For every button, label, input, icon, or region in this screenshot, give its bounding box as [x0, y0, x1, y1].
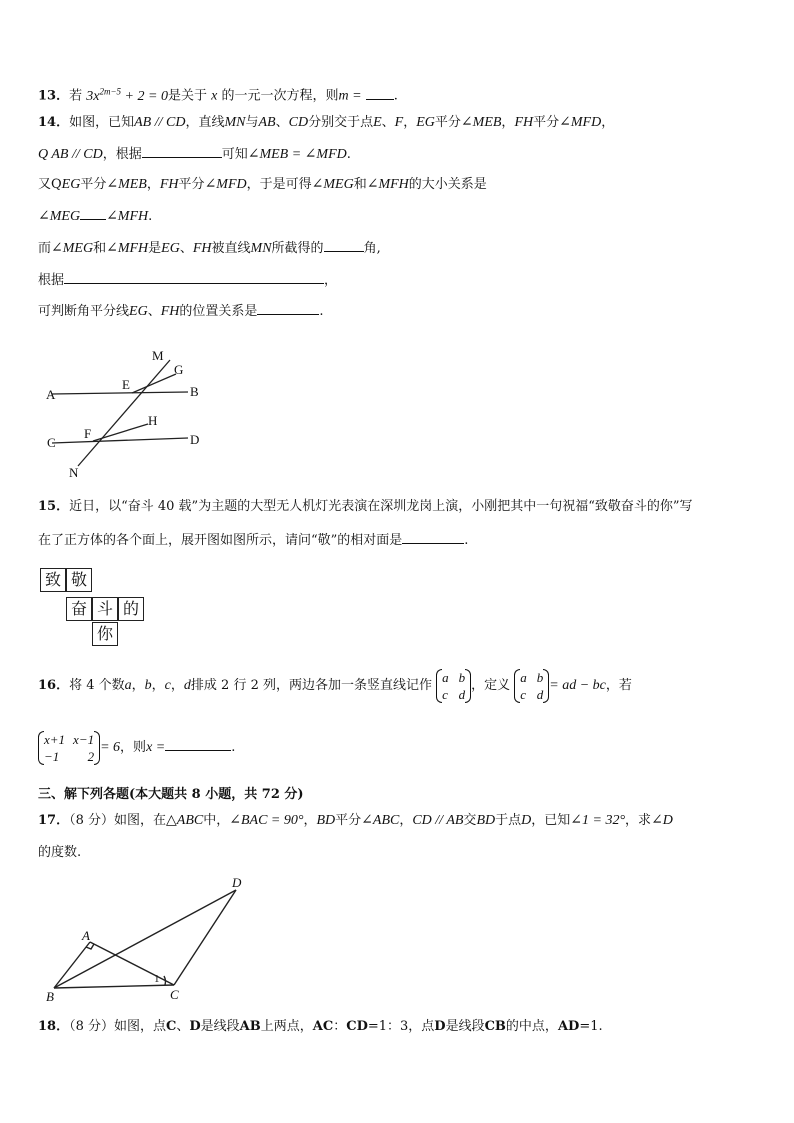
q16-answer-blank[interactable]: [165, 738, 231, 751]
label-h: H: [148, 413, 158, 428]
q14-blank-angle-type[interactable]: [324, 239, 364, 252]
q14-line-5: 而∠MEG和∠MFH是EG、FH被直线MN所截得的 角,: [38, 241, 381, 256]
label-e: E: [122, 377, 130, 392]
line-cd: [52, 438, 188, 443]
label-d: D: [190, 432, 200, 447]
segment-bc: [54, 985, 174, 988]
q17-figure: [40, 872, 260, 1006]
q13-answer-blank[interactable]: [366, 87, 394, 100]
label-d: D: [232, 875, 242, 890]
label-n: N: [69, 465, 79, 480]
ray-eg: [132, 374, 176, 393]
segment-ba: [54, 942, 90, 988]
determinant-abcd: a b c d: [436, 669, 471, 703]
q14-blank-reason-2[interactable]: [64, 271, 324, 284]
q14-blank-position[interactable]: [257, 302, 319, 315]
determinant-definition: a b c d: [514, 669, 549, 703]
label-a: A: [82, 928, 90, 943]
q14-figure: [38, 340, 218, 482]
q16-line-1: 16．将 4 个数a，b，c，d排成 2 行 2 列，两边各加一条竖直线记作 a b c d ，定义 a b c d = ad − bc，若: [38, 669, 632, 702]
q14-line-6: 根据 ，: [38, 273, 338, 288]
q13-line: 13．若 $3x^{2m-5} + 2 = 0$是关于 x 的一元一次方程，则m = .: [38, 86, 398, 104]
cube-face-6: 你: [92, 622, 118, 646]
label-c: C: [170, 987, 179, 1002]
q14-blank-reason-1[interactable]: [142, 145, 222, 158]
line-ab: [52, 392, 188, 394]
q14-blank-relation[interactable]: [80, 207, 106, 220]
label-g: G: [174, 362, 184, 377]
label-b: B: [190, 384, 199, 399]
cube-face-5: 的: [118, 597, 144, 621]
q14-line-4: ∠MEG ∠MFH.: [38, 209, 153, 224]
q13-expr: $3x^{2m-5} + 2 = 0$: [86, 86, 168, 104]
label-c: C: [47, 435, 56, 450]
q14-line-2: Q AB // CD，根据 可知∠MEB = ∠MFD.: [38, 147, 351, 162]
label-angle-1: 1: [154, 973, 160, 985]
segment-ac: [90, 942, 174, 985]
q14-line-1: 14．如图，已知AB // CD，直线MN与AB、CD分别交于点E、F，EG平分∠MEB，FH平分∠MFD，: [38, 115, 615, 130]
q15-answer-blank[interactable]: [402, 531, 464, 544]
q16-line-2: x+1 x−1 −1 2 = 6，则x = .: [38, 730, 235, 766]
q13-number: 13．: [38, 88, 70, 104]
cube-face-3: 奋: [66, 597, 92, 621]
cube-face-1: 致: [40, 568, 66, 592]
cube-face-4: 斗: [92, 597, 118, 621]
segment-cd: [174, 890, 236, 985]
q15-line-1: 15．近日，以“奋斗 40 载”为主题的大型无人机灯光表演在深圳龙岗上演，小刚把其中一句祝福“致敬奋斗的你”写: [38, 499, 693, 514]
q17-line-2: 的度数.: [38, 845, 82, 860]
cube-face-2: 敬: [66, 568, 92, 592]
determinant-x: x+1 x−1 −1 2: [38, 731, 100, 765]
q14-line-3: 又QEG平分∠MEB，FH平分∠MFD，于是可得∠MEG和∠MFH的大小关系是: [38, 177, 487, 192]
q18-line: 18．（8 分）如图，点C、D是线段AB上两点，AC：CD=1：3，点D是线段CB的中点，AD=1.: [38, 1019, 603, 1034]
q17-line-1: 17．（8 分）如图，在△ABC中，∠BAC = 90°，BD平分∠ABC，CD // AB交BD于点D，已知∠1 = 32°，求∠D: [38, 813, 673, 828]
q14-line-7: 可判断角平分线EG、FH的位置关系是 .: [38, 304, 324, 319]
q15-line-2: 在了正方体的各个面上，展开图如图所示，请问“敬”的相对面是 .: [38, 533, 469, 548]
label-f: F: [84, 426, 92, 441]
label-b: B: [46, 989, 54, 1004]
label-m: M: [152, 348, 164, 363]
section-three-heading: 三、解下列各题(本大题共 8 小题，共 72 分): [38, 787, 304, 802]
ray-fh: [93, 424, 148, 441]
label-a: A: [46, 387, 56, 402]
